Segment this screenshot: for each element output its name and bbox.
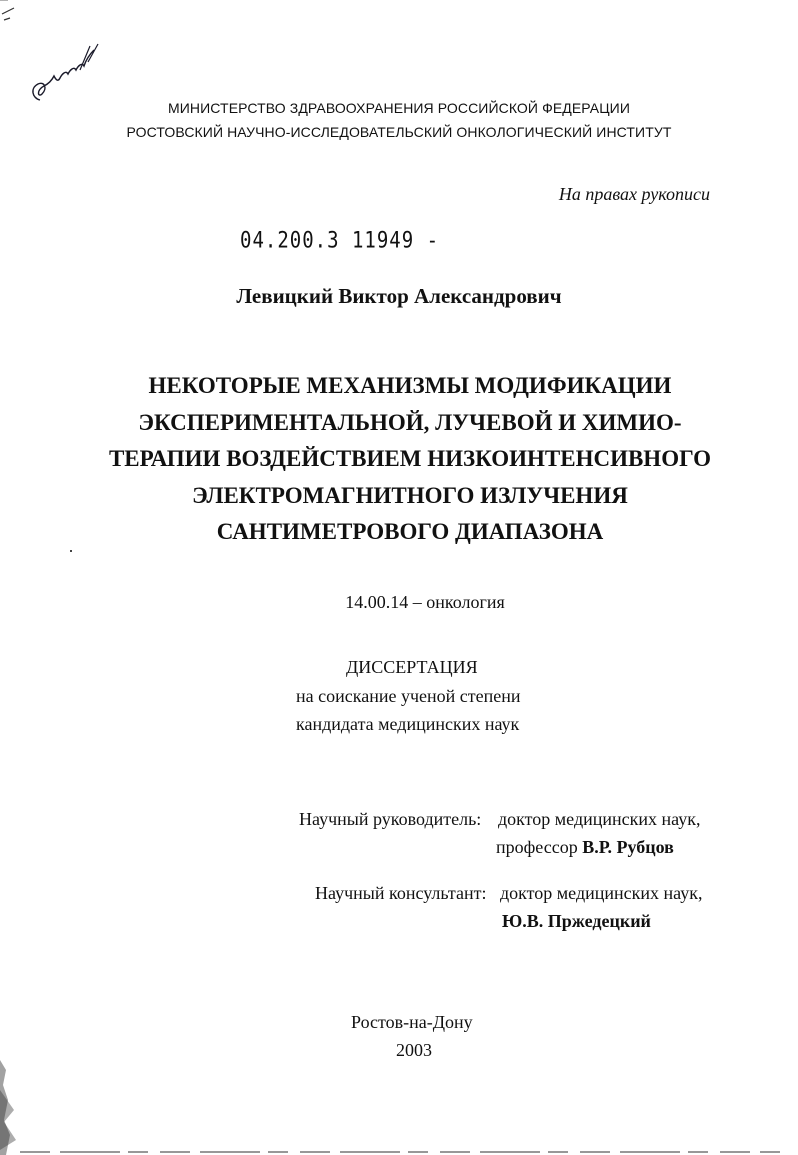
title-line: ЭКСПЕРИМЕНТАЛЬНОЙ, ЛУЧЕВОЙ И ХИМИО- [138,409,682,435]
title-line: ТЕРАПИИ ВОЗДЕЙСТВИЕМ НИЗКОИНТЕНСИВНОГО [108,446,712,471]
ministry-line-1: МИНИСТЕРСТВО ЗДРАВООХРАНЕНИЯ РОССИЙСКОЙ ФЕДЕРАЦИИ [168,100,630,116]
consultant-name: Ю.В. Пржедецкий [502,911,651,931]
title-line: ЭЛЕКТРОМАГНИТНОГО ИЗЛУЧЕНИЯ [192,482,628,508]
title-line: НЕКОТОРЫЕ МЕХАНИЗМЫ МОДИФИКАЦИИ [148,373,672,398]
dissertation-title [0,368,798,551]
year: 2003 [396,1040,432,1060]
author-name: Левицкий Виктор Александрович [236,284,562,308]
scan-edge-shadow [0,1060,30,1155]
title-line: САНТИМЕТРОВОГО ДИАПАЗОНА [216,519,604,544]
specialty-code: 14.00.14 – онкология [345,592,505,612]
consultant-label: Научный консультант: [315,883,487,903]
bottom-scan-border [20,1150,780,1154]
ministry-line-2: РОСТОВСКИЙ НАУЧНО-ИССЛЕДОВАТЕЛЬСКИЙ ОНКОЛОГИЧЕСКИЙ ИНСТИТУТ [126,124,672,140]
supervisor-label: Научный руководитель: [299,809,482,829]
supervisor-title-name [496,837,674,858]
supervisor-title: профессор [496,837,578,857]
registration-code: 04.200.3 11949 - [240,228,440,254]
degree-line-1: на соискание ученой степени [296,686,521,706]
scan-speck [70,550,72,552]
degree-type: ДИССЕРТАЦИЯ [346,657,478,677]
degree-line-2: кандидата медицинских наук [296,714,520,734]
consultant-degree: доктор медицинских наук, [500,883,703,903]
city: Ростов-на-Дону [351,1012,473,1032]
supervisor-name: В.Р. Рубцов [582,837,674,857]
corner-scan-mark [0,0,40,30]
manuscript-note: На правах рукописи [558,184,710,204]
supervisor-degree: доктор медицинских наук, [498,809,701,829]
